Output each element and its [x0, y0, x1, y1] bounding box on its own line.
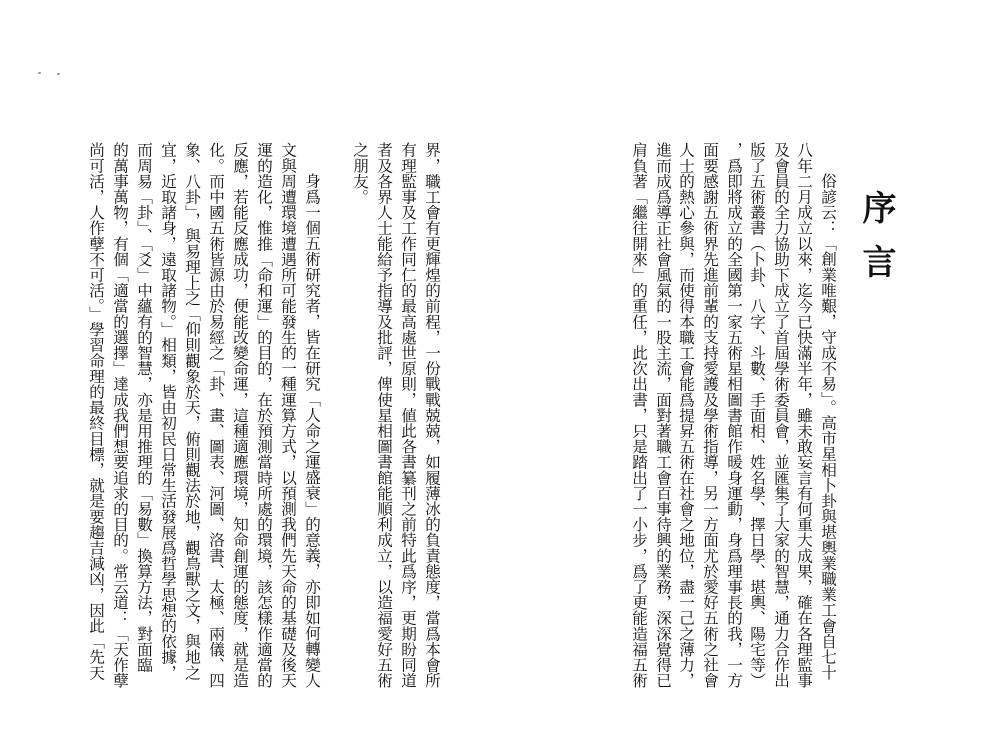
text-column: 有理監事及工作同仁的最高處世原則，値此各書纂刊之前特此爲序，更期盼同道 — [399, 142, 417, 688]
text-column: 反應，若能反應成功，便能改變命運，這種適應環境，知命創運的態度，就是造 — [231, 142, 249, 688]
text-column: 運的造化，惟推「命和運」的目的，在於預測當時所處的環境，該怎樣作適當的 — [255, 142, 273, 688]
scan-speck — [57, 73, 60, 75]
text-column: ，爲即將成立的全國第一家五術星相圖書館作暖身運動，身爲理事長的我，一方 — [725, 142, 743, 688]
text-column: 進而成爲導正社會風氣的一股主流，面對著職工會百事待興的業務，深深覺得已 — [654, 142, 672, 688]
page-title: 序言 — [856, 190, 896, 298]
text-column: 八年二月成立以來，迄今已快滿半年，雖未敢妄言有何重大成果，確在各理監事 — [795, 142, 813, 688]
text-column: 之朋友。 — [351, 142, 369, 205]
text-column: 宜，近取諸身，遠取諸物。」相類，皆由初民日常生活發展爲哲學思想的依據， — [159, 142, 177, 681]
text-column: 象、八卦」，與易理上之「仰則觀象於天，俯則觀法於地，觀鳥獸之文，與地之 — [183, 142, 201, 681]
text-column: 及會員的全力協助下成立了首屆學術委員會，並匯集了大家的智慧，通力合作出 — [772, 142, 790, 688]
scan-speck — [38, 72, 41, 74]
text-column: 的萬事萬物，有個「適當的選擇」達成我們想要追求的目的。常云道：「天作孽 — [111, 142, 129, 688]
text-column: 面要感謝五術界先進前輩的支持愛護及學術指導，另一方面尤於愛好五術之社會 — [701, 142, 719, 688]
right-page — [500, 0, 1000, 749]
text-column: 尚可活，人作孽不可活。」學習命理的最終目標，就是要趨吉減凶，因此「先天 — [87, 142, 105, 681]
text-column: 而周易「卦」、「爻」中蘊有的智慧，亦是用推理的「易數」換算方法，對面臨 — [135, 142, 153, 673]
text-column: 界，職工會有更輝煌的前程，一份戰戰兢兢，如履薄冰的負責態度，當爲本會所 — [423, 142, 441, 688]
text-column: 化。而中國五術皆源由於易經之「卦、畫、圖表、河圖、洛書、太極、兩儀、四 — [207, 142, 225, 688]
text-column: 版了五術叢書（卜卦、八字、斗數、手面相、姓名學、擇日學、堪輿、陽宅等） — [748, 142, 766, 688]
text-column: 肩負著「繼往開來」的重任，此次出書，只是踏出了一小步，爲了更能造福五術 — [630, 142, 648, 688]
text-column: 者及各界人士能給予指導及批評，俾使星相圖書館能順利成立，以造福愛好五術 — [375, 142, 393, 688]
text-column: 文與周遭環境遭遇所可能發生的一種運算方式，以預測我們先天命的基礎及後天 — [279, 142, 297, 688]
text-column: 人士的熱心參與，而使得本職工會能爲提昇五術在社會之地位，盡一己之薄力， — [677, 142, 695, 688]
paragraph-start-column: 身爲一個五術研究者，皆在研究「人命之運盛衰」的意義，亦即如何轉變人 — [303, 173, 321, 688]
paragraph-start-column: 俗諺云：「創業唯艱，守成不易」。高市星相卜卦與堪輿業職業工會自七十 — [819, 173, 837, 680]
